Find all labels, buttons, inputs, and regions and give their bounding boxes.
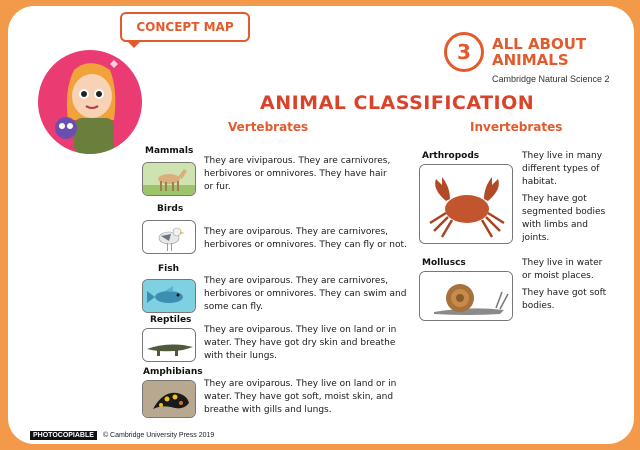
molluscs-body [522, 287, 606, 313]
amphibians-label: Amphibians [143, 367, 203, 377]
copyright-text: © Cambridge University Press 2019 [102, 432, 215, 439]
unit-number: 3 [444, 32, 484, 72]
unit-subtitle: Cambridge Natural Science 2 [492, 74, 610, 84]
birds-label: Birds [157, 204, 184, 214]
arthropods-body [522, 193, 605, 245]
molluscs-habitat [522, 257, 602, 283]
desc-line: water. They have got dry skin and breathe [204, 338, 396, 348]
desc-line: They are oviparous. They are carnivores, [204, 227, 388, 237]
unit-title-line1: ALL ABOUT [492, 35, 587, 53]
desc-line: They are viviparous. They are carnivores, [204, 156, 391, 166]
fish-label: Fish [158, 264, 179, 274]
reptiles-label: Reptiles [150, 315, 192, 325]
worksheet-page [8, 6, 634, 444]
seagull-image [142, 220, 196, 254]
amphibians-description [204, 378, 396, 417]
desc-line: They live in many [522, 151, 603, 161]
concept-map-tab: CONCEPT MAP [120, 12, 250, 42]
desc-line: with limbs and [522, 220, 588, 230]
desc-line: water. They have got soft, moist skin, and [204, 392, 394, 402]
desc-line: breathe with gills and lungs. [204, 405, 332, 415]
desc-line: or moist places. [522, 271, 594, 281]
reptiles-description [204, 324, 396, 363]
avatar-illustration [38, 50, 142, 154]
desc-line: They are oviparous. They live on land or in [204, 379, 397, 389]
salamander-image [142, 380, 196, 418]
mammals-label: Mammals [145, 146, 194, 156]
crocodile-image [142, 328, 196, 362]
snail-image [419, 271, 513, 321]
tab-tail [126, 40, 142, 48]
desc-line: or fur. [204, 182, 231, 192]
desc-line: different types of [522, 164, 600, 174]
desc-line: They have got soft [522, 288, 607, 298]
desc-line: joints. [522, 233, 550, 243]
desc-line: They are oviparous. They live on land or in [204, 325, 397, 335]
molluscs-label: Molluscs [422, 258, 466, 268]
desc-line: They are oviparous. They are carnivores, [204, 276, 388, 286]
mammals-description [204, 155, 390, 194]
arthropods-label: Arthropods [422, 151, 480, 161]
desc-line: They have got [522, 194, 587, 204]
footer [30, 431, 214, 440]
invertebrates-heading: Invertebrates [470, 120, 563, 134]
desc-line: some can fly. [204, 302, 263, 312]
horse-image [142, 162, 196, 196]
unit-title [492, 36, 612, 68]
crab-image [419, 164, 513, 244]
desc-line: herbivores or omnivores. They have hair [204, 169, 387, 179]
desc-line: with their lungs. [204, 351, 277, 361]
fish-image [142, 279, 196, 313]
birds-description [204, 226, 407, 252]
desc-line: segmented bodies [522, 207, 606, 217]
desc-line: They live in water [522, 258, 603, 268]
arthropods-habitat [522, 150, 602, 189]
desc-line: herbivores or omnivores. They can fly or not. [204, 240, 407, 250]
desc-line: bodies. [522, 301, 555, 311]
photocopiable-badge: PHOTOCOPIABLE [30, 431, 97, 440]
fish-description [204, 275, 406, 314]
page-title: ANIMAL CLASSIFICATION [260, 92, 535, 114]
vertebrates-heading: Vertebrates [228, 120, 309, 134]
desc-line: herbivores or omnivores. They can swim and [204, 289, 407, 299]
desc-line: habitat. [522, 177, 557, 187]
unit-title-line2: ANIMALS [492, 51, 569, 69]
